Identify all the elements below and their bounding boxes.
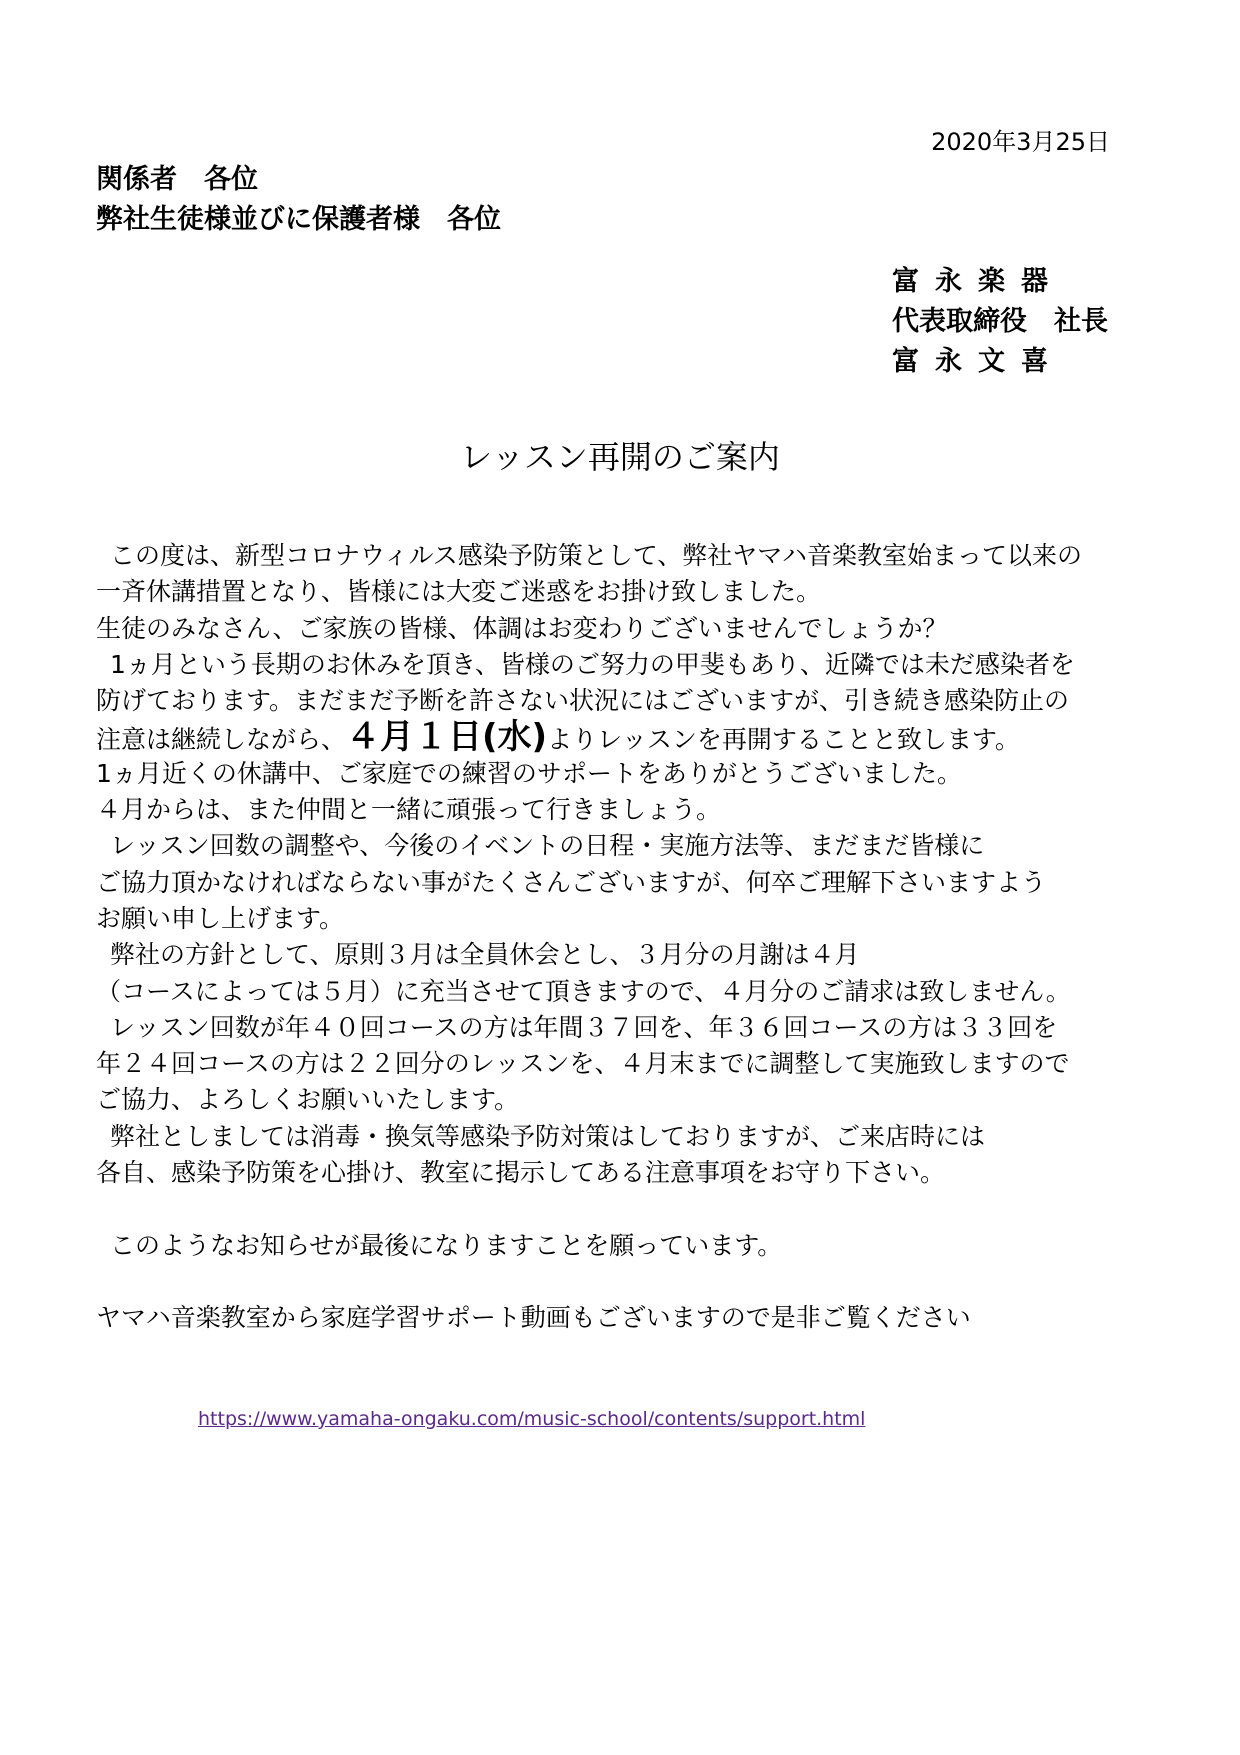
recipient-line-2: 弊社生徒様並びに保護者様 各位 — [96, 204, 501, 235]
body-line: ご協力、よろしくお願いいたします。 — [96, 1085, 520, 1115]
sender-company: 富永楽器 — [892, 266, 1064, 297]
recipients — [96, 160, 501, 240]
body-line: ４月からは、また仲間と一緒に頑張って行きましょう。 — [96, 795, 722, 825]
body-line: 各自、感染予防策を心掛け、教室に掲示してある注意事項をお守り下さい。 — [96, 1158, 946, 1188]
body-line: 年２４回コースの方は２２回分のレッスンを、４月末までに調整して実施致しますので — [96, 1049, 1070, 1079]
body-line: 1ヵ月近くの休講中、ご家庭での練習のサポートをありがとうございました。 — [96, 758, 962, 788]
document-title: レッスン再開のご案内 — [460, 438, 780, 476]
body-line: この度は、新型コロナウィルス感染予防策として、弊社ヤマハ音楽教室始まって以来の — [110, 541, 1083, 570]
sender-block — [892, 262, 1108, 382]
body-line-resume-date — [96, 717, 1176, 758]
blank-line — [96, 1191, 1176, 1227]
body-line-closing: このようなお知らせが最後になりますことを願っています。 — [110, 1230, 783, 1260]
body-line: 防げております。まだまだ予断を許さない状況にはございますが、引き続き感染防止の — [96, 686, 1070, 716]
body-line: ご協力頂かなければならない事がたくさんございますが、何卒ご理解下さいますよう — [96, 867, 1047, 897]
body-line: 1ヵ月という長期のお休みを頂き、皆様のご努力の甲斐もあり、近隣では未だ感染者を — [110, 649, 1075, 679]
sender-role: 代表取締役 社長 — [892, 306, 1108, 337]
body-line: レッスン回数の調整や、今後のイベントの日程・実施方法等、まだまだ皆様に — [110, 831, 985, 861]
body-line: 生徒のみなさん、ご家族の皆様、体調はお変わりございませんでしょうか？ — [96, 613, 948, 643]
body-line: （コースによっては５月）に充当させて頂きますので、４月分のご請求は致しません。 — [96, 976, 1071, 1006]
recipient-line-1: 関係者 各位 — [96, 164, 258, 195]
resume-date-emphasis: ４月１日(水) — [346, 717, 548, 758]
support-video-link[interactable]: https://www.yamaha-ongaku.com/music-school/contents/support.html — [198, 1408, 866, 1430]
document-date: 2020年3月25日 — [931, 128, 1110, 156]
body-line: 弊社としましては消毒・換気等感染予防対策はしておりますが、ご来店時には — [110, 1121, 986, 1151]
blank-line — [96, 1264, 1176, 1300]
body-line: レッスン回数が年４０回コースの方は年間３７回を、年３６回コースの方は３３回を — [110, 1012, 1058, 1042]
document-body — [96, 538, 1176, 1337]
body-line: 一斉休講措置となり、皆様には大変ご迷惑をお掛け致しました。 — [96, 577, 822, 607]
body-line: お願い申し上げます。 — [96, 903, 345, 933]
body-line-video-notice: ヤマハ音楽教室から家庭学習サポート動画もございますので是非ご覧ください — [96, 1303, 971, 1333]
sender-name: 富永文喜 — [892, 346, 1064, 377]
body-line: 弊社の方針として、原則３月は全員休会とし、３月分の月謝は４月 — [110, 940, 860, 970]
body-text: よりレッスンを再開することと致します。 — [547, 725, 1020, 755]
body-text: 注意は継続しながら、 — [96, 725, 347, 755]
